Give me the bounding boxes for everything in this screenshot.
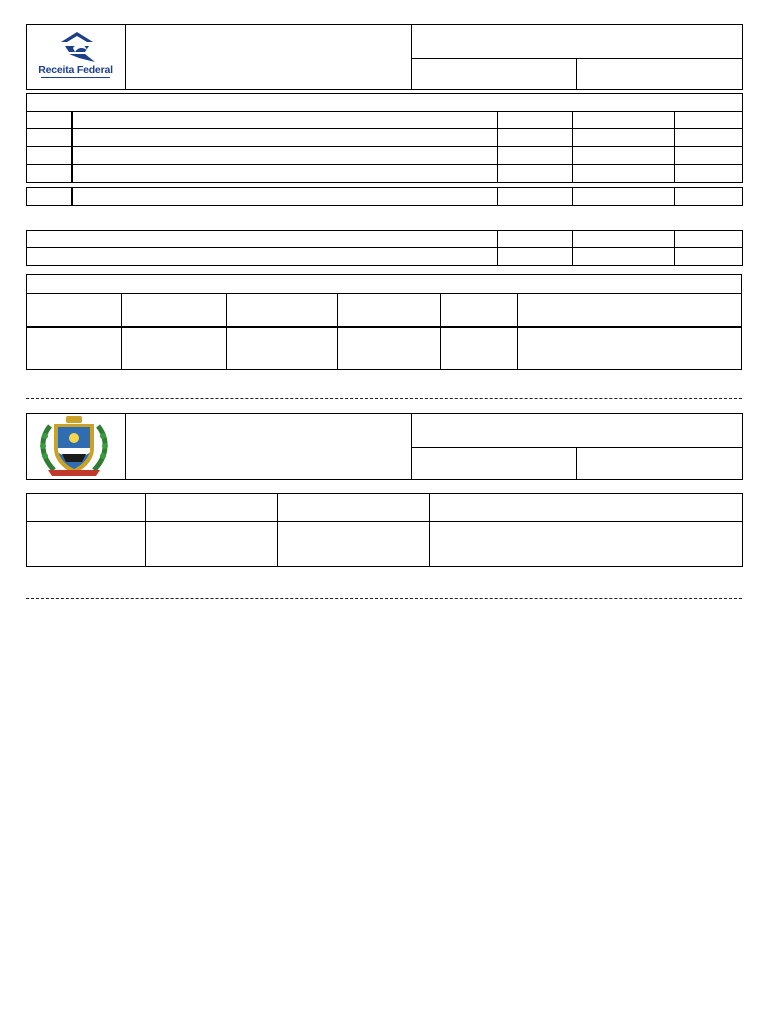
table-column-line [517,293,518,370]
table-column-line [572,230,573,266]
table-column-line [674,230,675,266]
header-divider [125,413,126,480]
table-column-line [674,187,675,206]
header-divider [411,24,412,90]
state-coat-of-arms-icon [36,414,112,478]
cut-line [26,598,742,599]
receita-federal-logo [27,26,124,88]
table-column-line [497,111,498,183]
table-column-line [226,293,227,370]
receita-federal-logo-text: Receita Federal [38,64,113,76]
table-column-line [277,493,278,567]
header-divider [576,447,577,480]
header-divider [125,24,126,90]
table-column-line [572,187,573,206]
table-column-line [572,111,573,183]
table-row-line [26,293,742,294]
table-row-line [26,521,742,522]
receita-federal-emblem-icon [55,28,99,64]
table-column-line [674,111,675,183]
items-table [26,93,743,183]
table-row-line [26,326,742,328]
table-column-line [497,187,498,206]
totals-table [26,230,743,266]
table-row-line [26,164,742,165]
cut-line [26,398,742,399]
state-info-table [26,493,743,567]
table-column-line [337,293,338,370]
table-row-line [26,128,742,129]
table-column-line [71,111,73,183]
table-column-line [429,493,430,567]
table-column-line [121,293,122,370]
table-column-line [497,230,498,266]
table-column-line [440,293,441,370]
header-divider [576,58,577,90]
table-column-line [71,187,73,206]
summary-row [26,187,743,206]
table-row-line [26,247,742,248]
table-row-line [26,146,742,147]
table-column-line [145,493,146,567]
federal-header [26,24,743,90]
payment-block [26,274,742,370]
table-row-line [26,111,742,112]
